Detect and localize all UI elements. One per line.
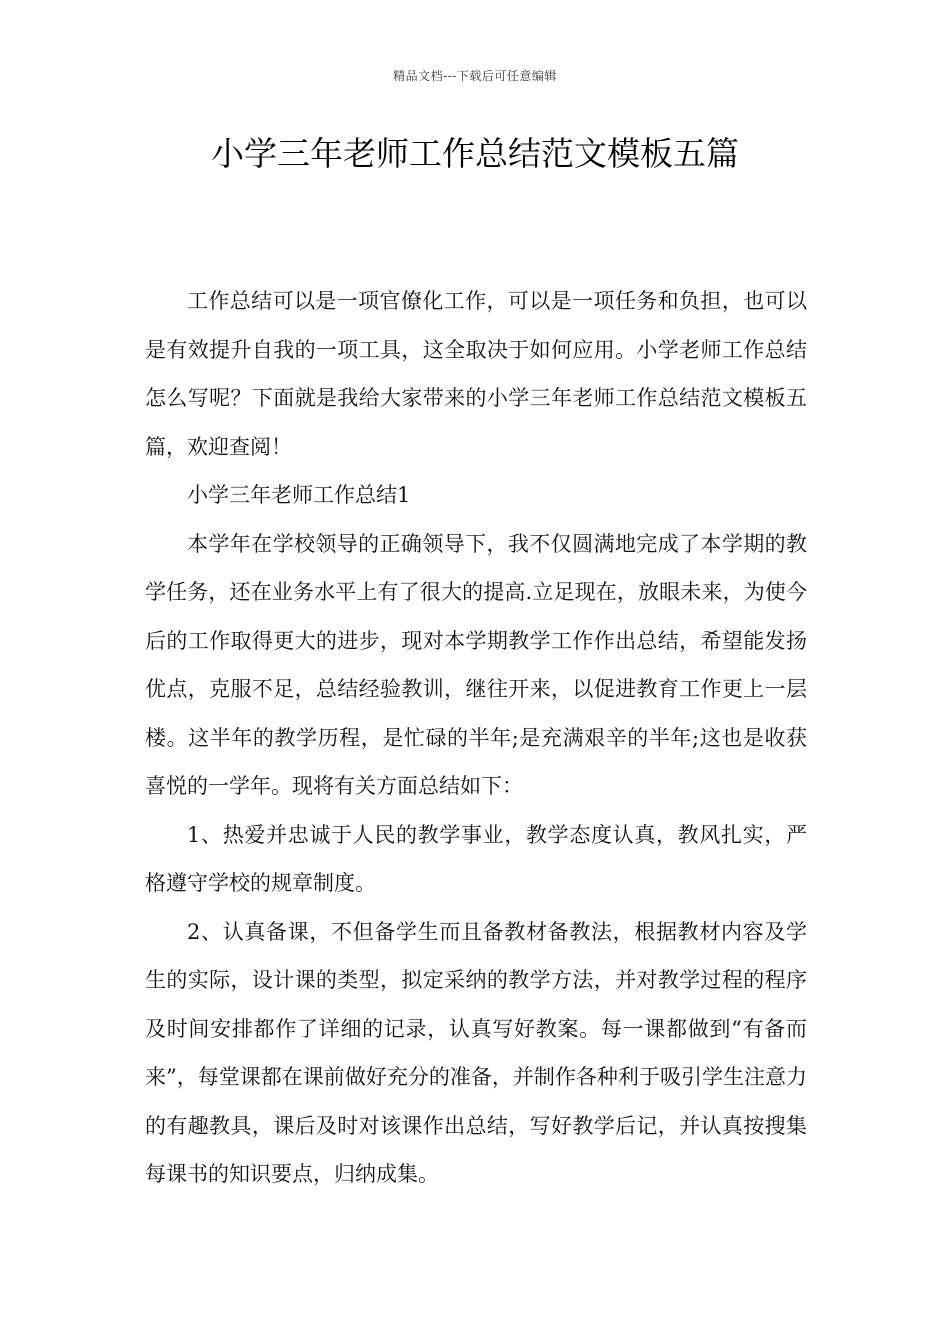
- point-1-paragraph: 1、热爱并忠诚于人民的教学事业，教学态度认真，教风扎实，严格遵守学校的规章制度。: [145, 822, 807, 895]
- summary-paragraph: 本学年在学校领导的正确领导下，我不仅圆满地完成了本学期的教学任务，还在业务水平上有了很大的提高.立足现在，放眼未来，为使今后的工作取得更大的进步，现对本学期教学工作作出总结，希望能发扬优点，克服不足，总结经验教训，继往开来，以促进教育工作更上一层楼。这半年的教学历程，是忙碌的半年;是充满艰辛的半年;这也是收获喜悦的一学年。现将有关方面总结如下：: [145, 531, 807, 798]
- point-2-paragraph: 2、认真备课，不但备学生而且备教材备教法，根据教材内容及学生的实际，设计课的类型，拟定采纳的教学方法，并对教学过程的程序及时间安排都作了详细的记录，认真写好教案。每一课都做到“有备而来”，每堂课都在课前做好充分的准备，并制作各种利于吸引学生注意力的有趣教具，课后及时对该课作出总结，写好教学后记，并认真按搜集每课书的知识要点，归纳成集。: [145, 919, 807, 1186]
- section-heading-1: 小学三年老师工作总结1: [187, 483, 411, 507]
- header-note: 精品文档---下载后可任意编辑: [393, 69, 557, 83]
- document-body: [145, 277, 807, 1199]
- document-title: 小学三年老师工作总结范文模板五篇: [211, 134, 739, 173]
- intro-paragraph: 工作总结可以是一项官僚化工作，可以是一项任务和负担，也可以是有效提升自我的一项工具，这全取决于如何应用。小学老师工作总结怎么写呢？下面就是我给大家带来的小学三年老师工作总结范文模板五篇，欢迎查阅！: [145, 289, 807, 459]
